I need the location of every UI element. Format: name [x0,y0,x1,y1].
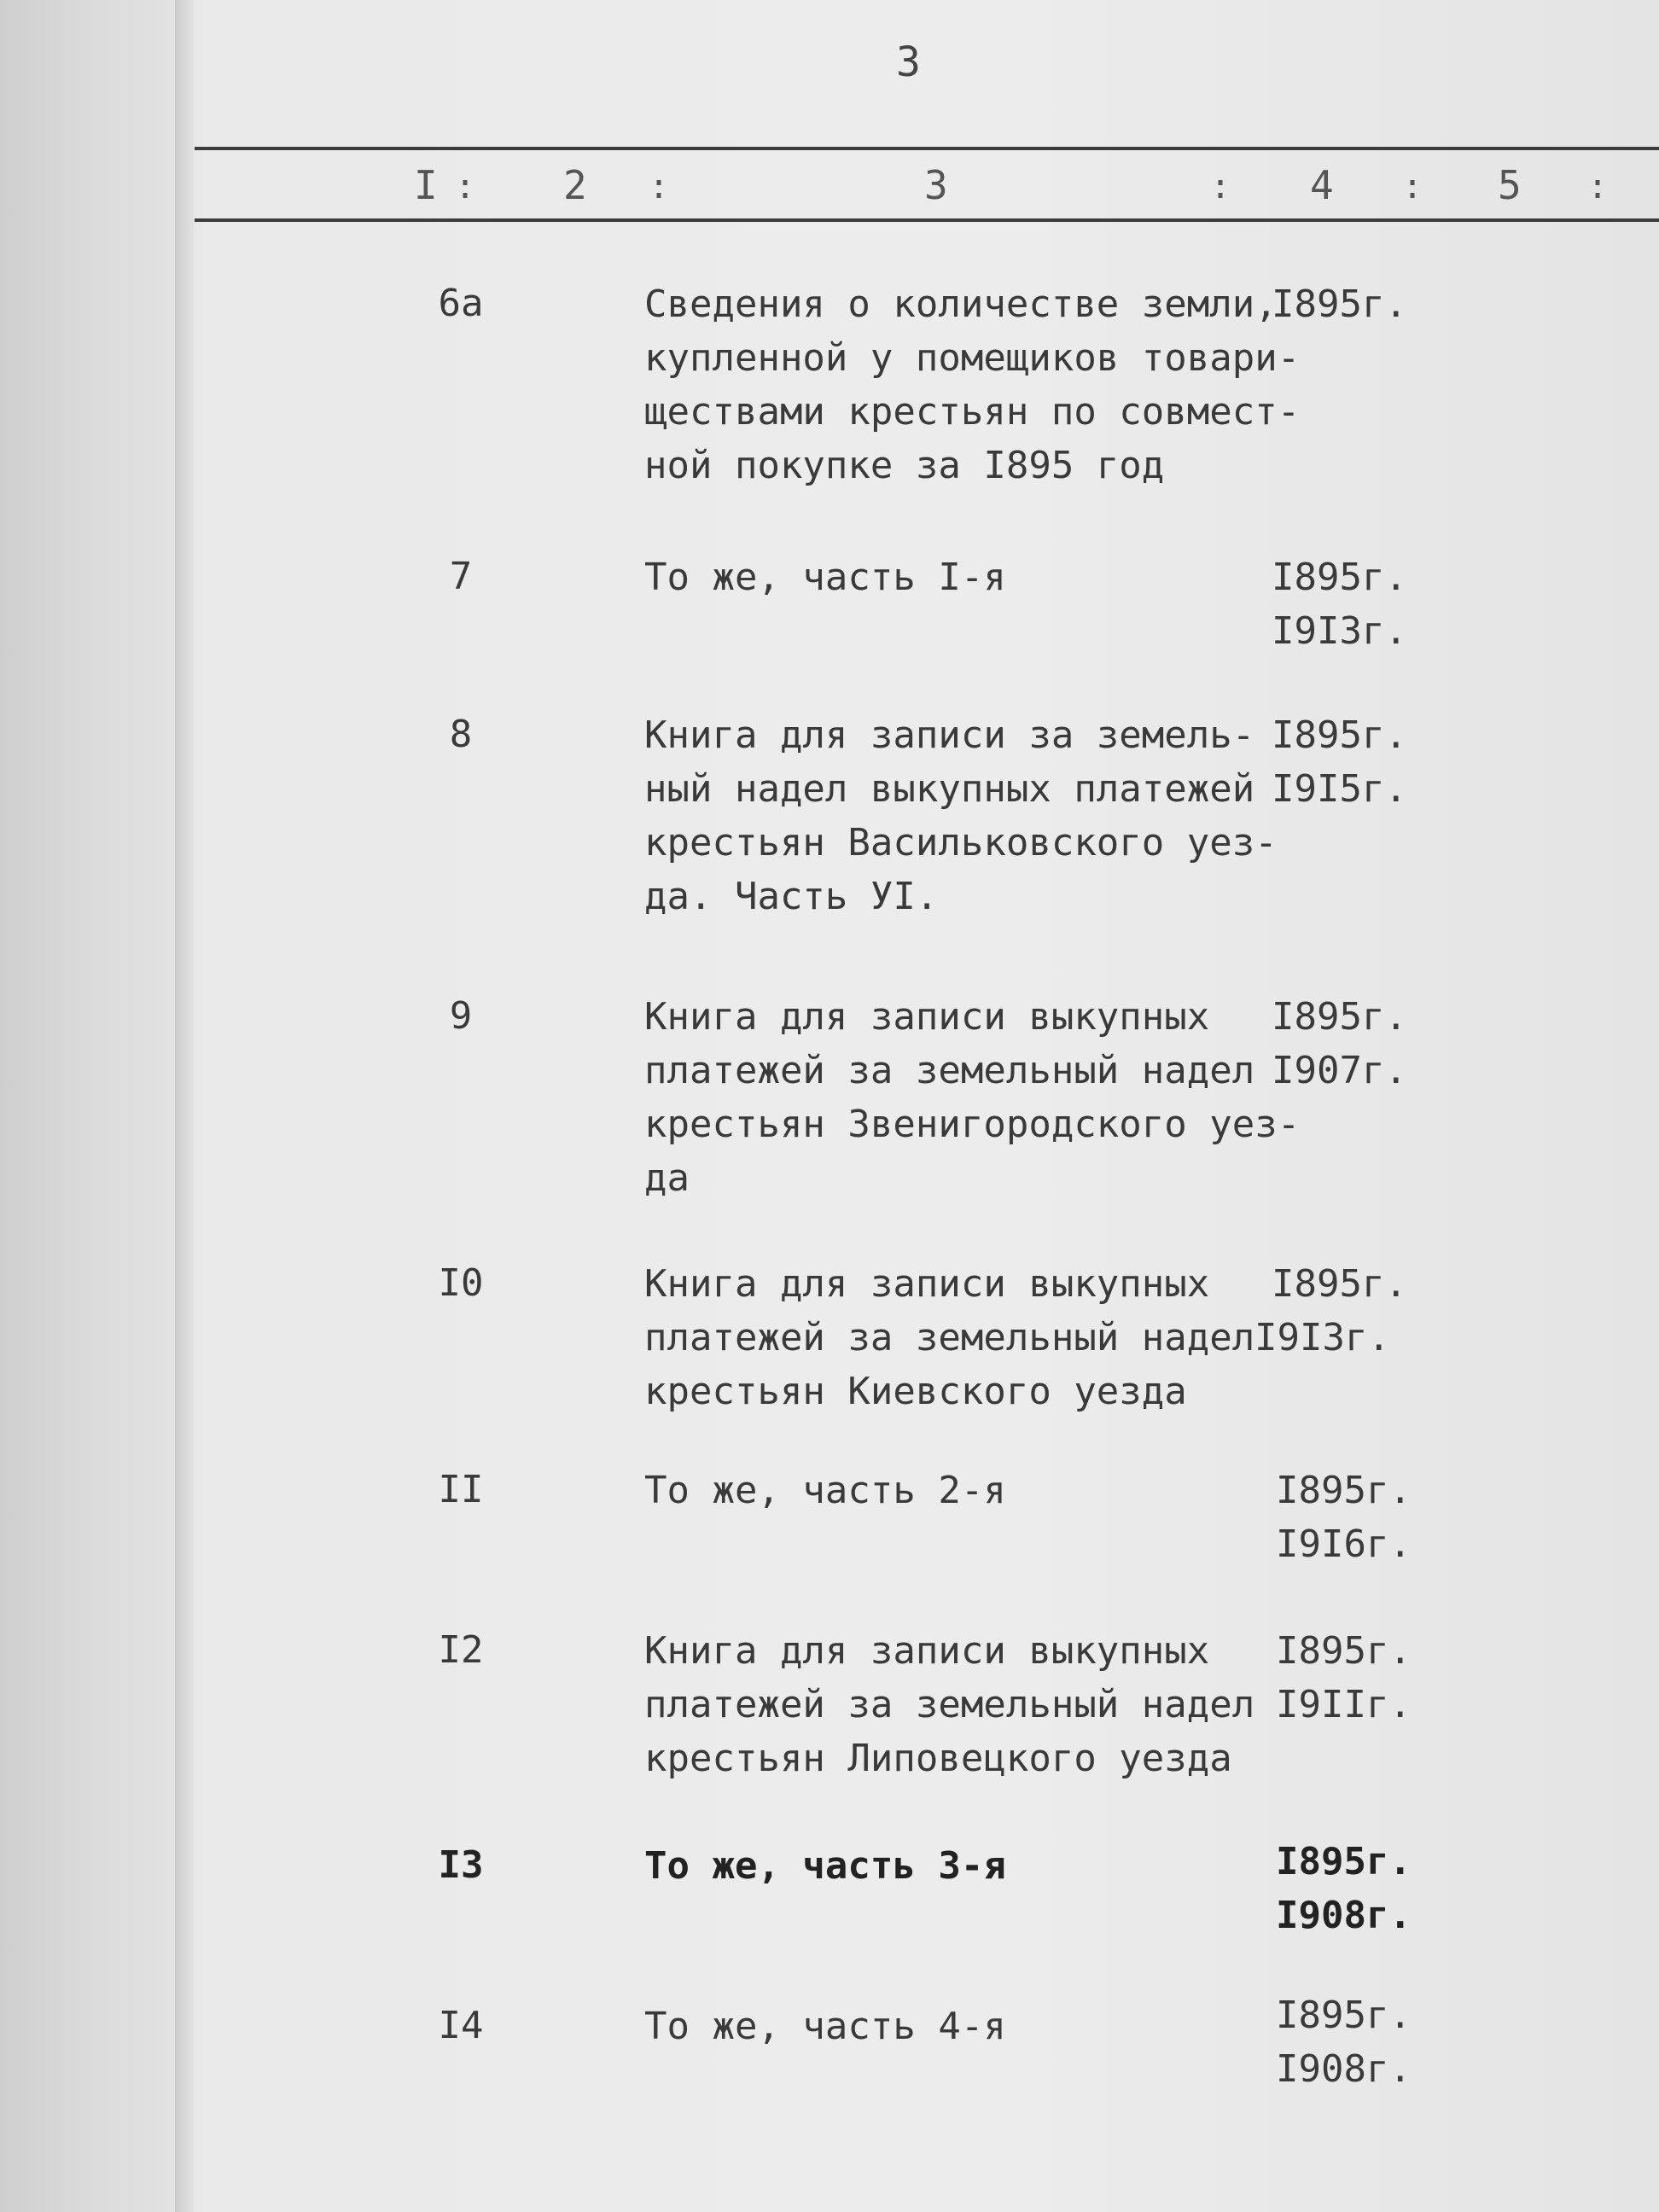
row-description [644,1464,1006,1517]
description-line: Книга для записи выкупных [644,995,1210,1039]
description-line: Книга для записи за земель- [644,713,1255,757]
date-start: I895г. [1276,1840,1412,1883]
row-description [644,277,1300,492]
row-dates [1254,1257,1407,1365]
row-number: I2 [438,1628,484,1672]
header-bottom-rule [195,218,1659,222]
row-description [644,990,1300,1205]
date-start: I895г. [1272,995,1407,1039]
date-start: I895г. [1272,713,1407,757]
row-dates [1272,550,1407,658]
row-number: 6а [438,282,484,325]
row-description [644,1624,1254,1785]
row-number: 8 [449,713,473,756]
description-line: крестьян Васильковского уез- [644,821,1278,864]
description-line: То же, часть 2-я [644,1469,1006,1512]
row-number: I4 [438,2004,484,2047]
header-col-1: I [414,162,438,208]
header-col-2: 2 [563,162,587,208]
description-line: купленной у помещиков товари- [644,336,1301,380]
date-end: I9I5г. [1272,767,1407,811]
description-line: крестьян Липовецкого уезда [644,1737,1232,1780]
description-line: платежей за земельный надел [644,1049,1255,1092]
row-description [644,2000,1006,2053]
date-end: I9I3г. [1254,1316,1390,1359]
header-separator: : [455,167,476,207]
header-col-3: 3 [924,162,948,208]
row-description [644,708,1278,923]
row-number: 7 [449,555,473,598]
header-separator: : [1587,167,1609,207]
date-start: I895г. [1276,1994,1412,2037]
binding-shadow [175,0,194,2212]
row-description [644,550,1006,604]
row-dates [1276,1835,1412,1942]
description-line: платежей за земельный надел [644,1316,1255,1359]
row-dates [1276,1464,1412,1571]
date-start: I895г. [1272,1262,1407,1306]
date-start: I895г. [1272,556,1407,599]
date-start: I895г. [1276,1629,1412,1673]
description-line: крестьян Звенигородского уез- [644,1103,1301,1146]
header-top-rule [195,147,1659,150]
description-line: То же, часть I-я [644,556,1006,599]
description-line: ной покупке за I895 год [644,444,1165,487]
row-dates [1272,990,1407,1097]
description-line: да. Часть УI. [644,875,939,918]
description-line: То же, часть 3-я [644,1844,1006,1888]
row-number: II [438,1468,484,1511]
description-line: То же, часть 4-я [644,2005,1006,2048]
row-dates [1272,708,1407,816]
row-dates [1276,1624,1412,1732]
description-line: ный надел выкупных платежей [644,767,1255,811]
row-number: I0 [438,1261,484,1305]
row-description [644,1257,1254,1418]
row-dates [1272,277,1407,331]
description-line: крестьян Киевского уезда [644,1370,1187,1413]
date-end: I9I3г. [1272,609,1407,653]
row-number: 9 [449,994,473,1038]
description-line: Книга для записи выкупных [644,1262,1210,1306]
description-line: Книга для записи выкупных [644,1629,1210,1673]
description-line: платежей за земельный надел [644,1683,1255,1726]
header-separator: : [649,167,670,207]
date-start: I895г. [1272,282,1407,326]
date-end: I9IIг. [1276,1683,1412,1726]
date-end: I9I6г. [1276,1522,1412,1566]
row-description [644,1839,1006,1893]
row-number: I3 [438,1843,484,1887]
date-end: I908г. [1276,1894,1412,1937]
header-col-4: 4 [1310,162,1334,208]
page-number: 3 [896,38,921,86]
date-start: I895г. [1276,1469,1412,1512]
description-line: ществами крестьян по совмест- [644,390,1301,434]
row-dates [1276,1988,1412,2096]
header-col-5: 5 [1498,162,1522,208]
date-end: I907г. [1272,1049,1407,1092]
header-separator: : [1402,167,1423,207]
description-line: Сведения о количестве земли, [644,282,1278,326]
header-separator: : [1210,167,1231,207]
date-end: I908г. [1276,2047,1412,2091]
description-line: да [644,1156,690,1200]
